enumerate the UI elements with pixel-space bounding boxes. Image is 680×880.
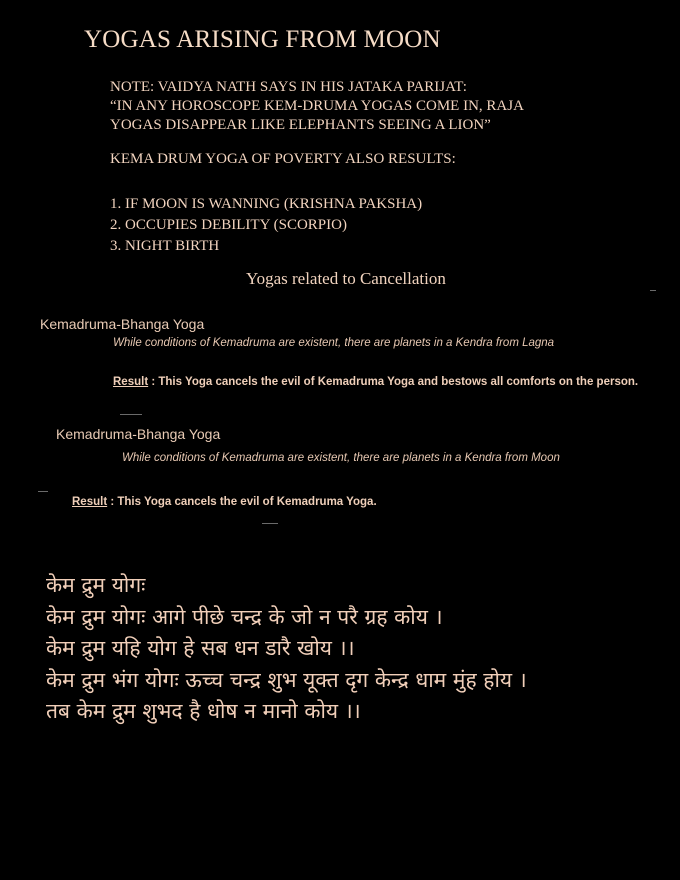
scan-speck	[262, 523, 278, 524]
verse-line: केम द्रुम योगः आगे पीछे चन्द्र के जो न परै ग्रह कोय ।	[46, 604, 443, 629]
condition-item: 3. NIGHT BIRTH	[110, 238, 220, 254]
note-line: “IN ANY HOROSCOPE KEM-DRUMA YOGAS COME IN, RAJA	[110, 98, 524, 114]
bhanga-yoga-heading-1: Kemadruma-Bhanga Yoga	[40, 316, 205, 332]
note-line: YOGAS DISAPPEAR LIKE ELEPHANTS SEEING A LION”	[110, 117, 491, 133]
condition-item: 2. OCCUPIES DEBILITY (SCORPIO)	[110, 217, 347, 233]
condition-item: 1. IF MOON IS WANNING (KRISHNA PAKSHA)	[110, 196, 423, 212]
result-text: : This Yoga cancels the evil of Kemadruma Yoga and bestows all comforts on the person.	[148, 376, 639, 388]
result-label: Result	[72, 496, 108, 508]
conditions-list	[110, 194, 422, 257]
scan-speck	[120, 414, 142, 415]
note-line: NOTE: VAIDYA NATH SAYS IN HIS JATAKA PARIJAT:	[110, 79, 467, 95]
result-label: Result	[113, 376, 149, 388]
bhanga-yoga-heading-2: Kemadruma-Bhanga Yoga	[56, 426, 221, 442]
verse-line: केम द्रुम योगः	[46, 573, 146, 597]
bhanga-yoga-condition-2: While conditions of Kemadruma are existent, there are planets in a Kendra from Moon	[122, 452, 560, 464]
scan-speck	[650, 290, 656, 291]
hindi-verse	[46, 570, 527, 728]
note-block	[110, 78, 524, 135]
kema-drum-statement: KEMA DRUM YOGA OF POVERTY ALSO RESULTS:	[110, 151, 456, 167]
verse-line: तब केम द्रुम शुभद है धोष न मानो कोय ।।	[46, 699, 361, 723]
verse-line: केम द्रुम भंग योगः ऊच्च चन्द्र शुभ यूक्त दृग केन्द्र धाम मुंह होय ।	[46, 667, 527, 692]
scan-speck	[38, 491, 48, 492]
page-title: YOGAS ARISING FROM MOON	[84, 26, 441, 53]
section-subtitle: Yogas related to Cancellation	[246, 269, 446, 288]
verse-line: केम द्रुम यहि योग हे सब धन डारै खोय ।।	[46, 636, 355, 660]
bhanga-yoga-result-2	[72, 494, 377, 510]
bhanga-yoga-condition-1: While conditions of Kemadruma are existent, there are planets in a Kendra from Lagna	[113, 337, 555, 349]
bhanga-yoga-result-1	[113, 374, 678, 390]
result-text: : This Yoga cancels the evil of Kemadruma Yoga.	[107, 496, 377, 508]
